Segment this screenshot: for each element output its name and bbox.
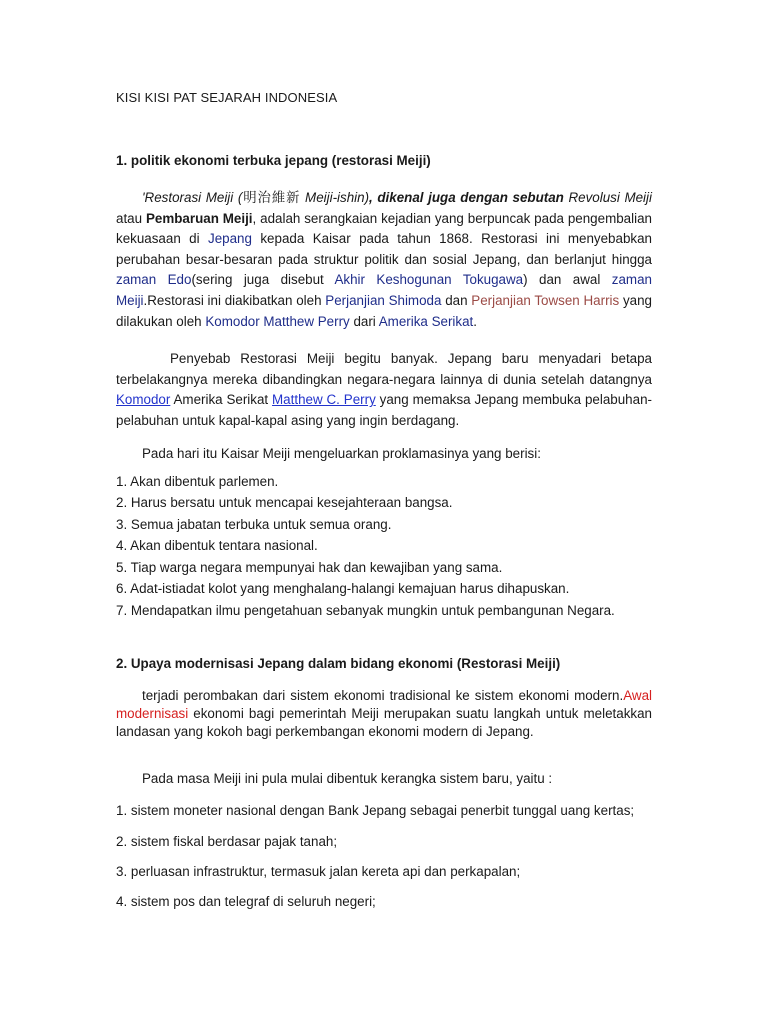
link-akhir-keshogunan-tokugawa[interactable]: Akhir Keshogunan Tokugawa (334, 272, 524, 288)
link-awal-modernisasi[interactable]: Awal modernisasi (116, 688, 652, 721)
list-item: 4. sistem pos dan telegraf di seluruh negeri; (116, 894, 376, 909)
link-komodor-matthew-perry[interactable]: Komodor Matthew Perry (205, 313, 350, 329)
link-perjanjian-shimoda[interactable]: Perjanjian Shimoda (325, 292, 442, 308)
kanji-text: 明治維新 (242, 190, 301, 205)
link-amerika-serikat[interactable]: Amerika Serikat (378, 313, 474, 329)
list-item: 6. Adat-istiadat kolot yang menghalang-halangi kemajuan harus dihapuskan. (116, 581, 570, 596)
list-item: 1. sistem moneter nasional dengan Bank Jepang sebagai penerbit tunggal uang kertas; (116, 803, 635, 818)
section-1-heading: 1. politik ekonomi terbuka jepang (restorasi Meiji) (116, 153, 431, 168)
section-2-heading: 2. Upaya modernisasi Jepang dalam bidang ekonomi (Restorasi Meiji) (116, 656, 561, 671)
list-item: 5. Tiap warga negara mempunyai hak dan kewajiban yang sama. (116, 560, 503, 575)
list-item: 1. Akan dibentuk parlemen. (116, 474, 279, 489)
link-zaman-edo[interactable]: zaman Edo (116, 272, 192, 288)
list-item: 3. Semua jabatan terbuka untuk semua orang. (116, 517, 392, 532)
section-1-paragraph-3: Pada hari itu Kaisar Meiji mengeluarkan proklamasinya yang berisi: (142, 446, 541, 461)
list-item: 2. Harus bersatu untuk mencapai kesejahteraan bangsa. (116, 495, 453, 510)
document-title: KISI KISI PAT SEJARAH INDONESIA (116, 90, 338, 105)
list-item: 3. perluasan infrastruktur, termasuk jalan kereta api dan perkapalan; (116, 864, 521, 879)
list-item: 4. Akan dibentuk tentara nasional. (116, 538, 318, 553)
link-komodor[interactable]: Komodor (116, 392, 171, 408)
link-matthew-c-perry[interactable]: Matthew C. Perry (272, 392, 376, 408)
section-1-paragraph-1: 'Restorasi Meiji (明治維新 Meiji-ishin), dikenal juga dengan sebutan Revolusi Meiji atau Pembaruan Meiji, adalah serangkaian kejadian yang berpuncak pada pengembalian kekuasaan di Jepang kepada Kaisar pada tahun 1868. Restorasi ini menyebabkan perubahan besar-besaran pada struktur politik dan sosial Jepang, dan berlanjut hingga zaman Edo(sering juga disebut Akhir Keshogunan Tokugawa) dan awal zaman Meiji.Restorasi ini diakibatkan oleh Perjanjian Shimoda dan Perjanjian Towsen Harris yang dilakukan oleh Komodor Matthew Perry dari Amerika Serikat. (116, 190, 652, 329)
list-item: 2. sistem fiskal berdasar pajak tanah; (116, 834, 338, 849)
list-item: 7. Mendapatkan ilmu pengetahuan sebanyak mungkin untuk pembangunan Negara. (116, 603, 615, 618)
link-jepang[interactable]: Jepang (208, 231, 252, 247)
link-perjanjian-towsen-harris[interactable]: Perjanjian Towsen Harris (471, 292, 620, 308)
section-1-paragraph-2: Penyebab Restorasi Meiji begitu banyak. Jepang baru menyadari betapa terbelakangnya mereka dibandingkan negara-negara lainnya di dunia setelah datangnya Komodor Amerika Serikat Matthew C. Perry yang memaksa Jepang membuka pelabuhan-pelabuhan untuk kapal-kapal asing yang ingin berdagang. (116, 351, 652, 428)
section-2-paragraph-2: Pada masa Meiji ini pula mulai dibentuk kerangka sistem baru, yaitu : (142, 771, 553, 786)
link-zaman-meiji[interactable]: zaman Meiji (116, 272, 652, 308)
section-2-paragraph-1: terjadi perombakan dari sistem ekonomi tradisional ke sistem ekonomi modern.Awal modernisasi ekonomi bagi pemerintah Meiji merupakan suatu langkah untuk meletakkan landasan yang kokoh bagi perkembangan ekonomi modern di Jepang. (116, 688, 652, 739)
